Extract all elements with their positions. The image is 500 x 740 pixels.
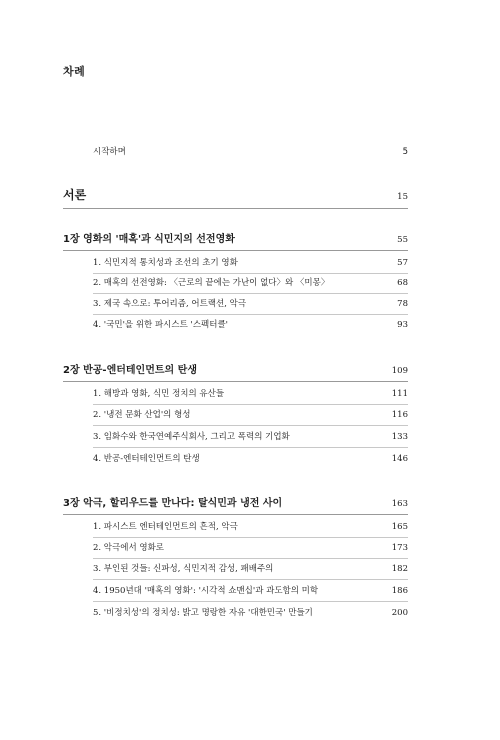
toc-section[interactable] bbox=[93, 430, 408, 448]
toc-section-label: 4. 1950년대 '매혹의 영화': '시각적 쇼맨십'과 과도함의 미학 bbox=[93, 586, 319, 596]
toc-section-page: 186 bbox=[391, 586, 408, 596]
toc-section[interactable] bbox=[93, 297, 408, 315]
toc-section-label: 4. '국민'을 위한 파시스트 '스펙터클' bbox=[93, 320, 229, 330]
toc-section-page: 200 bbox=[391, 608, 408, 618]
toc-chapter-title: 1장 영화의 '매혹'과 식민지의 선전영화 bbox=[63, 234, 235, 245]
toc-section[interactable] bbox=[93, 276, 408, 294]
toc-section[interactable] bbox=[93, 452, 408, 469]
toc-entry-label: 시작하며 bbox=[93, 147, 126, 157]
toc-entry-page: 15 bbox=[397, 192, 408, 202]
toc-chapter-page: 55 bbox=[397, 235, 408, 245]
toc-section-label: 3. 제국 속으로: 투어리즘, 어트랙션, 악극 bbox=[93, 299, 247, 309]
toc-section[interactable] bbox=[93, 318, 408, 335]
toc-section[interactable] bbox=[93, 408, 408, 426]
toc-section-label: 1. 해방과 영화, 식민 정치의 유산들 bbox=[93, 389, 225, 399]
toc-chapter-3[interactable] bbox=[63, 494, 408, 515]
toc-section-label: 2. '냉전 문화 산업'의 형성 bbox=[93, 410, 191, 420]
toc-section-label: 3. 부인된 것들: 신파성, 식민지적 감성, 패배주의 bbox=[93, 564, 274, 574]
toc-section-label: 2. 악극에서 영화로 bbox=[93, 543, 164, 553]
toc-section[interactable] bbox=[93, 606, 408, 623]
toc-section-page: 146 bbox=[391, 454, 408, 464]
toc-section-label: 1. 식민지적 통치성과 조선의 초기 영화 bbox=[93, 258, 238, 268]
toc-section-page: 57 bbox=[397, 258, 408, 268]
toc-chapter-page: 163 bbox=[391, 499, 408, 509]
toc-entry-label: 서론 bbox=[63, 188, 87, 202]
toc-chapter-1[interactable] bbox=[63, 230, 408, 251]
toc-chapter-title: 2장 반공-엔터테인먼트의 탄생 bbox=[63, 365, 197, 376]
toc-section-label: 3. 임화수와 한국연예주식회사, 그리고 폭력의 기업화 bbox=[93, 432, 290, 442]
toc-entry-intro[interactable] bbox=[93, 145, 408, 157]
toc-entry-page: 5 bbox=[402, 147, 408, 157]
toc-section-page: 68 bbox=[397, 278, 408, 288]
toc-section-page: 78 bbox=[397, 299, 408, 309]
toc-section[interactable] bbox=[93, 256, 408, 274]
toc-chapter-2[interactable] bbox=[63, 361, 408, 382]
toc-section[interactable] bbox=[93, 562, 408, 580]
toc-section-label: 5. '비정치성'의 정치성: 밝고 명랑한 자유 '대한민국' 만들기 bbox=[93, 608, 313, 618]
toc-section-label: 4. 반공-엔터테인먼트의 탄생 bbox=[93, 454, 200, 464]
page-title: 차례 bbox=[63, 65, 86, 78]
toc-section-page: 93 bbox=[397, 320, 408, 330]
toc-section-page: 133 bbox=[391, 432, 408, 442]
toc-section[interactable] bbox=[93, 520, 408, 538]
toc-section-page: 165 bbox=[391, 522, 408, 532]
toc-section-label: 2. 매혹의 선전영화: 〈근로의 끝에는 가난이 없다〉와 〈미몽〉 bbox=[93, 278, 330, 288]
toc-section[interactable] bbox=[93, 387, 408, 405]
toc-section-page: 173 bbox=[391, 543, 408, 553]
toc-section-page: 182 bbox=[391, 564, 408, 574]
toc-chapter-page: 109 bbox=[391, 366, 408, 376]
toc-section-label: 1. 파시스트 엔터테인먼트의 흔적, 악극 bbox=[93, 522, 238, 532]
toc-entry-preface[interactable] bbox=[63, 186, 408, 209]
toc-section[interactable] bbox=[93, 584, 408, 602]
toc-section[interactable] bbox=[93, 541, 408, 559]
toc-chapter-title: 3장 악극, 할리우드를 만나다: 탈식민과 냉전 사이 bbox=[63, 498, 283, 509]
toc-section-page: 111 bbox=[391, 389, 408, 399]
toc-section-page: 116 bbox=[391, 410, 408, 420]
